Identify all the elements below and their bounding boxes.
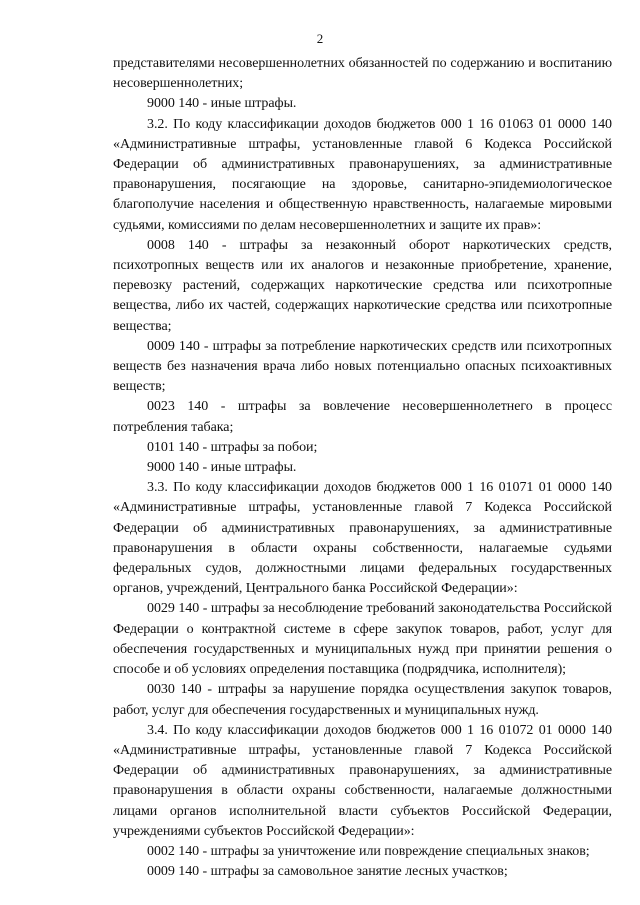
- paragraph-code-0101: 0101 140 - штрафы за побои;: [147, 439, 318, 455]
- document-body: [113, 54, 612, 882]
- paragraph-code-0009-forest: 0009 140 - штрафы за самовольное занятие лесных участков;: [147, 864, 508, 880]
- paragraph-continuation: представителями несовершеннолетних обязанностей по содержанию и воспитанию несовершеннолетних;: [113, 56, 612, 92]
- paragraph-section-3-2: 3.2. По коду классификации доходов бюджетов 000 1 16 01063 01 0000 140 «Административные штрафы, установленные главой 6 Кодекса Российской Федерации об административных правонарушениях, за административные правонарушения, посягающие на здоровье, санитарно-эпидемиологическое благополучие населения и общественную нравственность, налагаемые мировыми судьями, комиссиями по делам несовершеннолетних и защите их прав»:: [113, 116, 612, 233]
- paragraph-other-fines-2: 9000 140 - иные штрафы.: [147, 460, 297, 476]
- page-number: 2: [316, 31, 324, 46]
- paragraph-section-3-4: 3.4. По коду классификации доходов бюджетов 000 1 16 01072 01 0000 140 «Административные штрафы, установленные главой 7 Кодекса Российской Федерации об административных правонарушениях, за административные правонарушения в области охраны собственности, налагаемые должностными лицами органов исполнительной власти субъектов Российской Федерации, учреждениями субъектов Российской Федерации»:: [113, 722, 612, 839]
- paragraph-code-0009-drugs: 0009 140 - штрафы за потребление наркотических средств или психотропных веществ без назначения врача либо новых потенциально опасных психоактивных веществ;: [113, 338, 612, 395]
- paragraph-code-0008: 0008 140 - штрафы за незаконный оборот наркотических средств, психотропных веществ или их аналогов и незаконные приобретение, хранение, перевозку растений, содержащих наркотические средства или психотропные вещества, либо их частей, содержащих наркотические средства или психотропные вещества;: [113, 237, 612, 334]
- paragraph-section-3-3: 3.3. По коду классификации доходов бюджетов 000 1 16 01071 01 0000 140 «Административные штрафы, установленные главой 7 Кодекса Российской Федерации об административных правонарушениях, за административные правонарушения в области охраны собственности, налагаемые судьями федеральных судов, должностными лицами федеральных государственных органов, учреждений, Центрального банка Российской Федерации»:: [113, 480, 612, 597]
- paragraph-other-fines-1: 9000 140 - иные штрафы.: [147, 96, 297, 112]
- paragraph-code-0023: 0023 140 - штрафы за вовлечение несовершеннолетнего в процесс потребления табака;: [113, 399, 612, 435]
- paragraph-code-0029: 0029 140 - штрафы за несоблюдение требований законодательства Российской Федерации о контрактной системе в сфере закупок товаров, работ, услуг для обеспечения государственных и муниципальных нужд при принятии решения о способе и об условиях определения поставщика (подрядчика, исполнителя);: [113, 601, 612, 678]
- paragraph-code-0002: 0002 140 - штрафы за уничтожение или повреждение специальных знаков;: [147, 843, 590, 859]
- paragraph-code-0030: 0030 140 - штрафы за нарушение порядка осуществления закупок товаров, работ, услуг для обеспечения государственных и муниципальных нужд.: [113, 682, 612, 718]
